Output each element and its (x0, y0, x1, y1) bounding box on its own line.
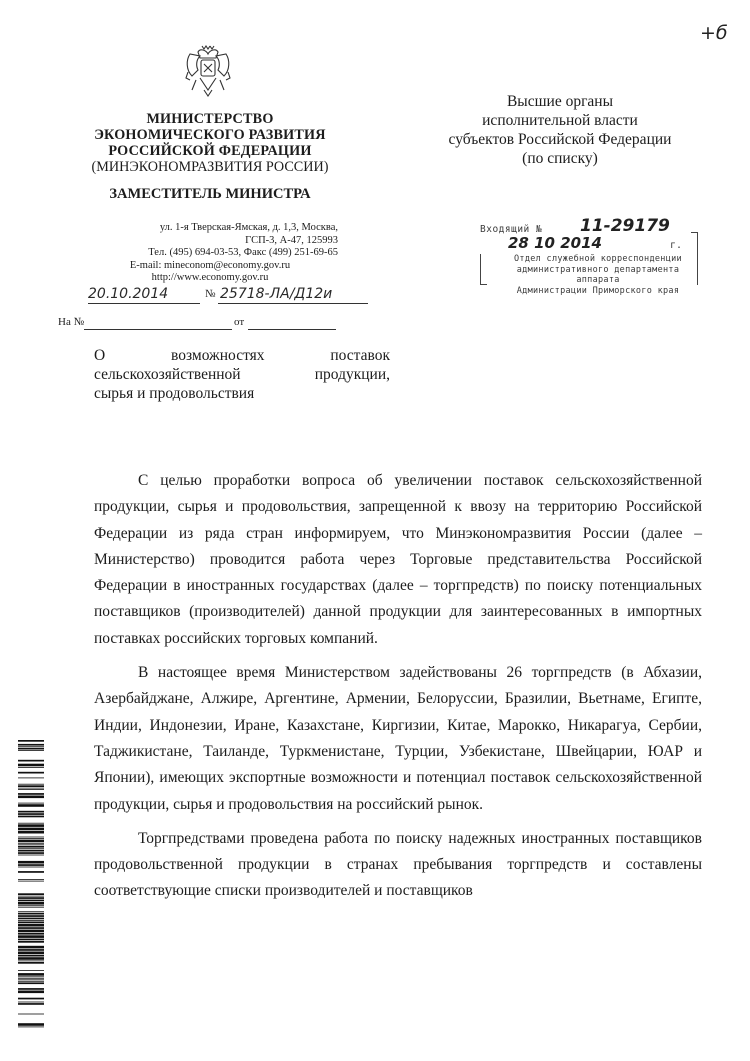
addressee-block (400, 92, 720, 168)
body-paragraph: Торгпредствами проведена работа по поиску надежных иностранных поставщиков продовольственной продукции в странах пребывания торгпредств и составлены соответствующие списки производителей и поставщиков (94, 829, 702, 900)
stamp-reg-suffix: г. (670, 240, 683, 251)
address-line: ГСП-3, А-47, 125993 (245, 234, 338, 246)
coat-of-arms-icon (182, 42, 234, 98)
stamp-dept-line: Администрации Приморского края (516, 285, 680, 296)
outgoing-date: 20.10.2014 (88, 286, 169, 302)
addressee-line: Высшие органы (506, 93, 614, 110)
ministry-name-line: МИНИСТЕРСТВО (146, 111, 274, 127)
sender-block (62, 111, 358, 203)
body-paragraph: В настоящее время Министерством задействованы 26 торгпредств (в Абхазии, Азербайджане, Алжире, Аргентине, Армении, Белоруссии, Бразилии, Вьетнаме, Египте, Индии, Индонезии, Иране, Казахстане, Киргизии, Китае, Марокко, Никарагуа, Сербии, Таджикистане, Таиланде, Туркменистане, Турции, Узбекистане, Швейцарии, ЮАР и Японии), имеющих экспортные возможности и потенциал поставок сельскохозяйственной продукции, сырья и продовольствия на российский рынок. (94, 664, 702, 813)
website-line: http://www.economy.gov.ru (151, 272, 269, 283)
stamp-dept-line: административного департамента аппарата (516, 264, 680, 285)
ministry-short-name: (МИНЭКОНОМРАЗВИТИЯ РОССИИ) (91, 159, 329, 175)
subject-line: сырья и продовольствия (94, 385, 255, 402)
stamp-reg-date: 28 10 2014 (508, 234, 602, 252)
addressee-line: (по списку) (522, 150, 598, 167)
addressee-line: субъектов Российской Федерации (448, 131, 672, 148)
outgoing-registration (88, 283, 378, 307)
phone-line: Тел. (495) 694-03-53, Факс (499) 251-69-65 (148, 247, 338, 258)
stamp-dept-line: Отдел служебной корреспонденции (514, 254, 682, 264)
outgoing-number: 25718-ЛА/Д12и (220, 286, 333, 302)
number-sign: № (205, 288, 216, 300)
stamp-incoming-label: Входящий № (480, 224, 543, 235)
body-paragraph: С целью проработки вопроса об увеличении поставок сельскохозяйственной продукции, сырья и продовольствия, запрещенной к ввозу на территорию Российской Федерации из ряда стран информируем, что Минэкономразвития России (далее – Министерство) проводится работа через Торговые представительства Российской Федерации в иностранных государствах (далее – торгпредств) по поиску потенциальных поставщиков (производителей) данной продукции для заинтересованных в импортных поставках российских торговых компаний. (94, 472, 702, 647)
email-line: E-mail: mineconom@economy.gov.ru (129, 259, 291, 271)
sender-contacts (82, 222, 338, 285)
ministry-name-line: РОССИЙСКОЙ ФЕДЕРАЦИИ (108, 143, 312, 159)
sender-position: ЗАМЕСТИТЕЛЬ МИНИСТРА (109, 186, 311, 202)
letter-subject (94, 346, 390, 403)
reference-ot-label: от (234, 316, 245, 328)
ministry-name-line: ЭКОНОМИЧЕСКОГО РАЗВИТИЯ (94, 127, 326, 143)
subject-line: О возможностях поставок (94, 347, 390, 364)
incoming-stamp (480, 216, 698, 296)
reference-na-label: На № (58, 316, 85, 328)
stamp-department (500, 254, 696, 296)
subject-line: сельскохозяйственной продукции, (94, 366, 390, 383)
barcode-icon (18, 740, 44, 1028)
handwritten-corner-mark: +б (700, 22, 728, 44)
stamp-reg-number: 11-29179 (580, 216, 670, 236)
letter-body (94, 468, 702, 905)
address-line: ул. 1-я Тверская-Ямская, д. 1,3, Москва, (159, 222, 338, 233)
addressee-line: исполнительной власти (482, 112, 638, 129)
